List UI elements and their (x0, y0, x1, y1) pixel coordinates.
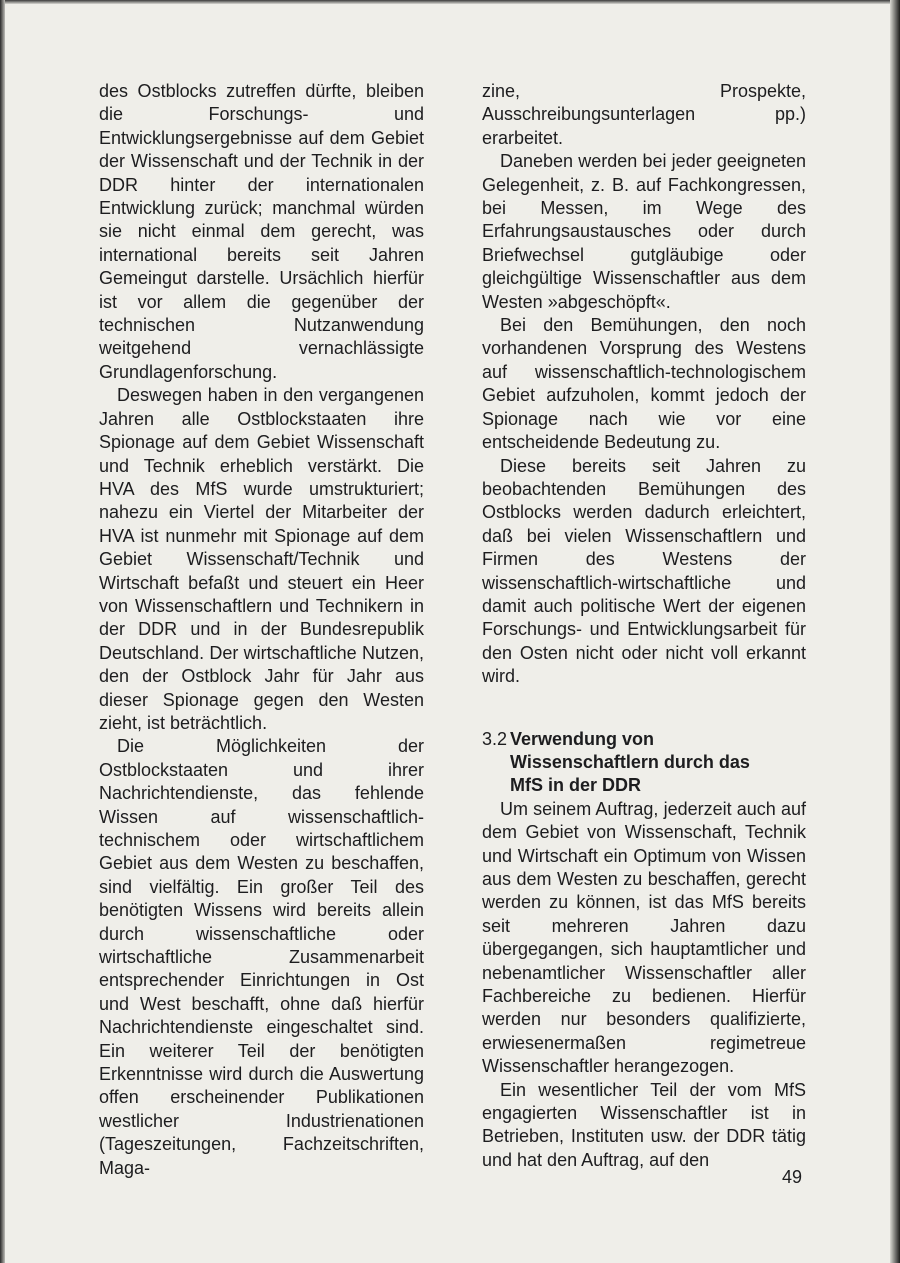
paragraph: Die Möglichkeiten der Ostblockstaaten und ihrer Nachrichtendienste, das fehlende Wissen auf wissenschaftlich-technischem oder wirtschaftlichem Gebiet aus dem Westen zu beschaffen, sind vielfältig. Ein großer Teil des benötigten Wissens wird bereits allein durch wissenschaftliche oder wirtschaftliche Zusammenarbeit entsprechender Einrichtungen in Ost und West beschafft, ohne daß hierfür Nachrichtendienste eingeschaltet sind. Ein weiterer Teil der benötigten Erkenntnisse wird durch die Auswertung offen erscheinender Publikationen westlicher Industrienationen (Tageszeitungen, Fachzeitschriften, Maga- (99, 736, 424, 1178)
paragraph: Daneben werden bei jeder geeigneten Gelegenheit, z. B. auf Fachkongressen, bei Messen, im Wege des Erfahrungsaustausches oder durch Briefwechsel gutgläubige oder gleichgültige Wissenschaftler aus dem Westen »abgeschöpft«. (482, 151, 806, 312)
paragraph: Um seinem Auftrag, jederzeit auch auf dem Gebiet von Wissenschaft, Technik und Wirtschaft ein Optimum von Wissen aus dem Westen zu beschaffen, gerecht werden zu können, ist das MfS bereits seit mehreren Jahren dazu übergegangen, sich hauptamtlicher und nebenamtlicher Wissenschaftler aller Fachbereiche zu bedienen. Hierfür werden nur besonders qualifizierte, erwiesenermaßen regimetreue Wissenschaftler herangezogen. (482, 798, 806, 1077)
section-heading (482, 728, 806, 798)
page-left-edge (0, 0, 5, 1263)
page-number: 49 (782, 1167, 803, 1187)
page-top-edge (0, 0, 900, 4)
paragraph: des Ostblocks zutreffen dürfte, bleiben die Forschungs- und Entwicklungsergebnisse auf dem Gebiet der Wissenschaft und der Technik in der DDR hinter der internationalen Entwicklung zurück; manchmal würden sie nicht einmal dem gerecht, was international bereits seit Jahren Gemeingut darstelle. Ursächlich hierfür ist vor allem die gegenüber der technischen Nutzanwendung weitgehend vernachlässigte Grundlagenforschung. (99, 81, 424, 382)
paragraph: Bei den Bemühungen, den noch vorhandenen Vorsprung des Westens auf wissenschaftlich-technologischem Gebiet aufzuholen, kommt jedoch der Spionage nach wie vor eine entscheidende Bedeutung zu. (482, 315, 806, 453)
section-title-line: Verwendung von (510, 728, 655, 749)
paragraph: Diese bereits seit Jahren zu beobachtenden Bemühungen des Ostblocks werden dadurch erleichtert, daß bei vielen Wissenschaftlern und Firmen des Westens der wissenschaftlich-wirtschaftliche und damit auch politische Wert der eigenen Forschungs- und Entwicklungsarbeit für den Osten nicht oder nicht voll erkannt wird. (482, 455, 806, 687)
paragraph: zine, Prospekte, Ausschreibungsunterlagen pp.) erarbeitet. (482, 81, 806, 148)
left-column (99, 80, 424, 1180)
right-column (482, 80, 806, 1172)
section-number: 3.2 (482, 728, 508, 749)
section-title-line: MfS in der DDR (510, 775, 642, 796)
paragraph: Ein wesentlicher Teil der vom MfS engagierten Wissenschaftler ist in Betrieben, Instituten usw. der DDR tätig und hat den Auftrag, auf den (482, 1079, 806, 1170)
section-title-line: Wissenschaftlern durch das (510, 751, 750, 772)
page-right-edge (890, 0, 900, 1263)
paragraph: Deswegen haben in den vergangenen Jahren alle Ostblockstaaten ihre Spionage auf dem Gebiet Wissenschaft und Technik erheblich verstärkt. Die HVA des MfS wurde umstrukturiert; nahezu ein Viertel der Mitarbeiter der HVA ist nunmehr mit Spionage auf dem Gebiet Wissenschaft/Technik und Wirtschaft befaßt und steuert ein Heer von Wissenschaftlern und Technikern in der DDR und in der Bundesrepublik Deutschland. Der wirtschaftliche Nutzen, den der Ostblock Jahr für Jahr aus dieser Spionage gegen den Westen zieht, ist beträchtlich. (99, 385, 424, 733)
